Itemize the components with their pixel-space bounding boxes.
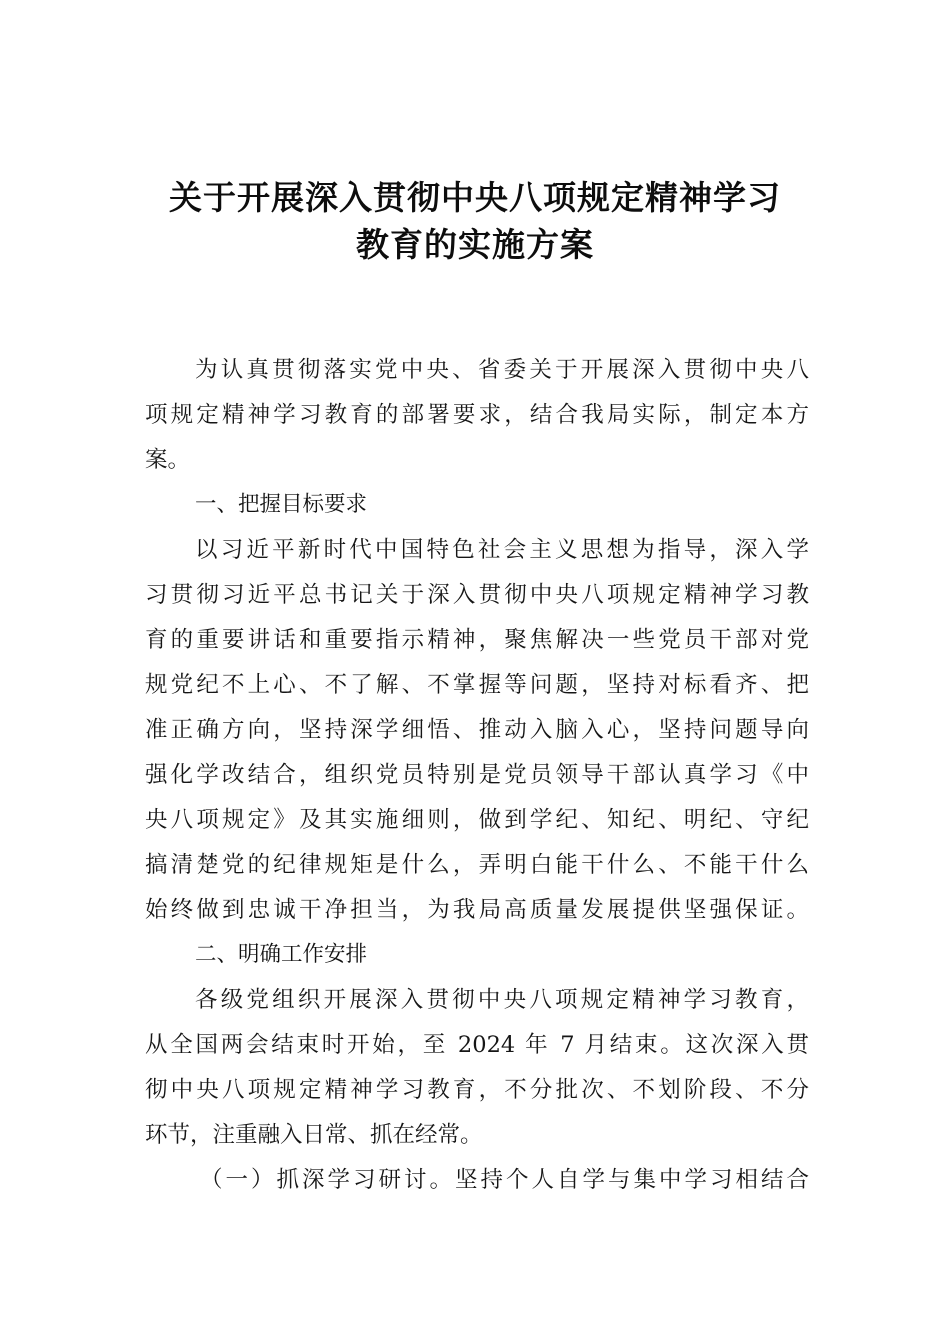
paragraph-line: 项规定精神学习教育的部署要求，结合我局实际，制定本方 [145, 402, 809, 428]
section-heading: 二、明确工作安排 [195, 942, 368, 967]
paragraph-line: 彻中央八项规定精神学习教育，不分批次、不划阶段、不分 [145, 1077, 809, 1103]
paragraph-line: 强化学改结合，组织党员特别是党员领导干部认真学习《中 [145, 762, 809, 788]
paragraph-line: 央八项规定》及其实施细则，做到学纪、知纪、明纪、守纪 [145, 807, 809, 833]
document-title-line-2: 教育的实施方案 [356, 225, 594, 264]
subsection-line: （一）抓深学习研讨。坚持个人自学与集中学习相结合 [200, 1167, 809, 1193]
paragraph-line: 搞清楚党的纪律规矩是什么，弄明白能干什么、不能干什么 [145, 852, 809, 878]
paragraph-line: 环节，注重融入日常、抓在经常。 [145, 1122, 483, 1148]
paragraph-line: 准正确方向，坚持深学细悟、推动入脑入心，坚持问题导向 [145, 717, 809, 743]
paragraph-line: 规党纪不上心、不了解、不掌握等问题，坚持对标看齐、把 [145, 672, 809, 698]
paragraph-line: 以习近平新时代中国特色社会主义思想为指导，深入学 [195, 537, 809, 563]
paragraph-line: 为认真贯彻落实党中央、省委关于开展深入贯彻中央八 [195, 357, 809, 383]
paragraph-line: 习贯彻习近平总书记关于深入贯彻中央八项规定精神学习教 [145, 582, 809, 608]
section-heading: 一、把握目标要求 [195, 492, 368, 517]
paragraph-line: 各级党组织开展深入贯彻中央八项规定精神学习教育， [195, 987, 809, 1013]
paragraph-line: 始终做到忠诚干净担当，为我局高质量发展提供坚强保证。 [145, 897, 809, 923]
paragraph-line: 从全国两会结束时开始，至 2024 年 7 月结束。这次深入贯 [145, 1032, 809, 1058]
paragraph-line: 案。 [145, 447, 191, 473]
paragraph-line: 育的重要讲话和重要指示精神，聚焦解决一些党员干部对党 [145, 627, 809, 653]
document-title-line-1: 关于开展深入贯彻中央八项规定精神学习 [169, 178, 781, 217]
